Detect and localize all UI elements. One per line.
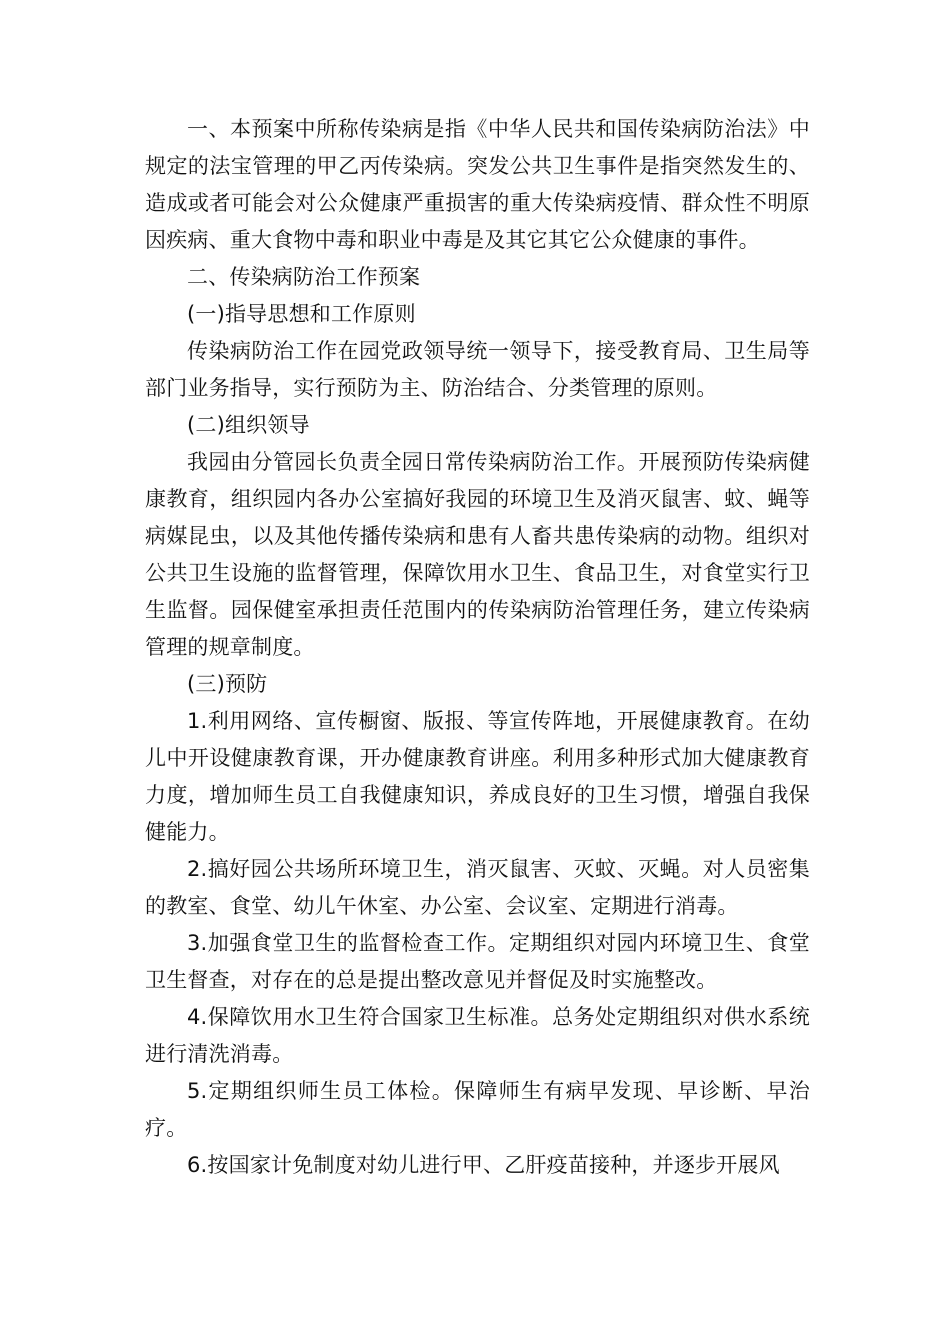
paragraph-definition: 一、本预案中所称传染病是指《中华人民共和国传染病防治法》中规定的法宝管理的甲乙丙传染病。突发公共卫生事件是指突然发生的、造成或者可能会对公众健康严重损害的重大传染病疫情、群众性不明原因疾病、重大食物中毒和职业中毒是及其它其它公众健康的事件。	[145, 117, 810, 252]
paragraph-item-3: 3.加强食堂卫生的监督检查工作。定期组织对园内环境卫生、食堂卫生督查，对存在的总是提出整改意见并督促及时实施整改。	[145, 931, 810, 992]
document-body	[145, 111, 810, 1184]
paragraph-item-5: 5.定期组织师生员工体检。保障师生有病早发现、早诊断、早治疗。	[145, 1079, 810, 1140]
paragraph-item-4: 4.保障饮用水卫生符合国家卫生标准。总务处定期组织对供水系统进行清洗消毒。	[145, 1005, 810, 1066]
section-heading-2: 二、传染病防治工作预案	[187, 265, 421, 289]
paragraph-item-2: 2.搞好园公共场所环境卫生，消灭鼠害、灭蚊、灭蝇。对人员密集的教室、食堂、幼儿午休室、办公室、会议室、定期进行消毒。	[145, 857, 810, 918]
paragraph-item-1: 1.利用网络、宣传橱窗、版报、等宣传阵地，开展健康教育。在幼儿中开设健康教育课，开办健康教育讲座。利用多种形式加大健康教育力度，增加师生员工自我健康知识，养成良好的卫生习惯，增强自我保健能力。	[145, 709, 810, 844]
subsection-heading-3: (三)预防	[187, 672, 268, 696]
subsection-heading-1: (一)指导思想和工作原则	[187, 302, 416, 326]
subsection-heading-2: (二)组织领导	[187, 413, 310, 437]
paragraph-principles: 传染病防治工作在园党政领导统一领导下，接受教育局、卫生局等部门业务指导，实行预防为主、防治结合、分类管理的原则。	[145, 339, 810, 400]
paragraph-item-6: 6.按国家计免制度对幼儿进行甲、乙肝疫苗接种，并逐步开展风	[187, 1153, 780, 1177]
paragraph-leadership: 我园由分管园长负责全园日常传染病防治工作。开展预防传染病健康教育，组织园内各办公室搞好我园的环境卫生及消灭鼠害、蚊、蝇等病媒昆虫，以及其他传播传染病和患有人畜共患传染病的动物。组织对公共卫生设施的监督管理，保障饮用水卫生、食品卫生，对食堂实行卫生监督。园保健室承担责任范围内的传染病防治管理任务，建立传染病管理的规章制度。	[145, 450, 810, 659]
